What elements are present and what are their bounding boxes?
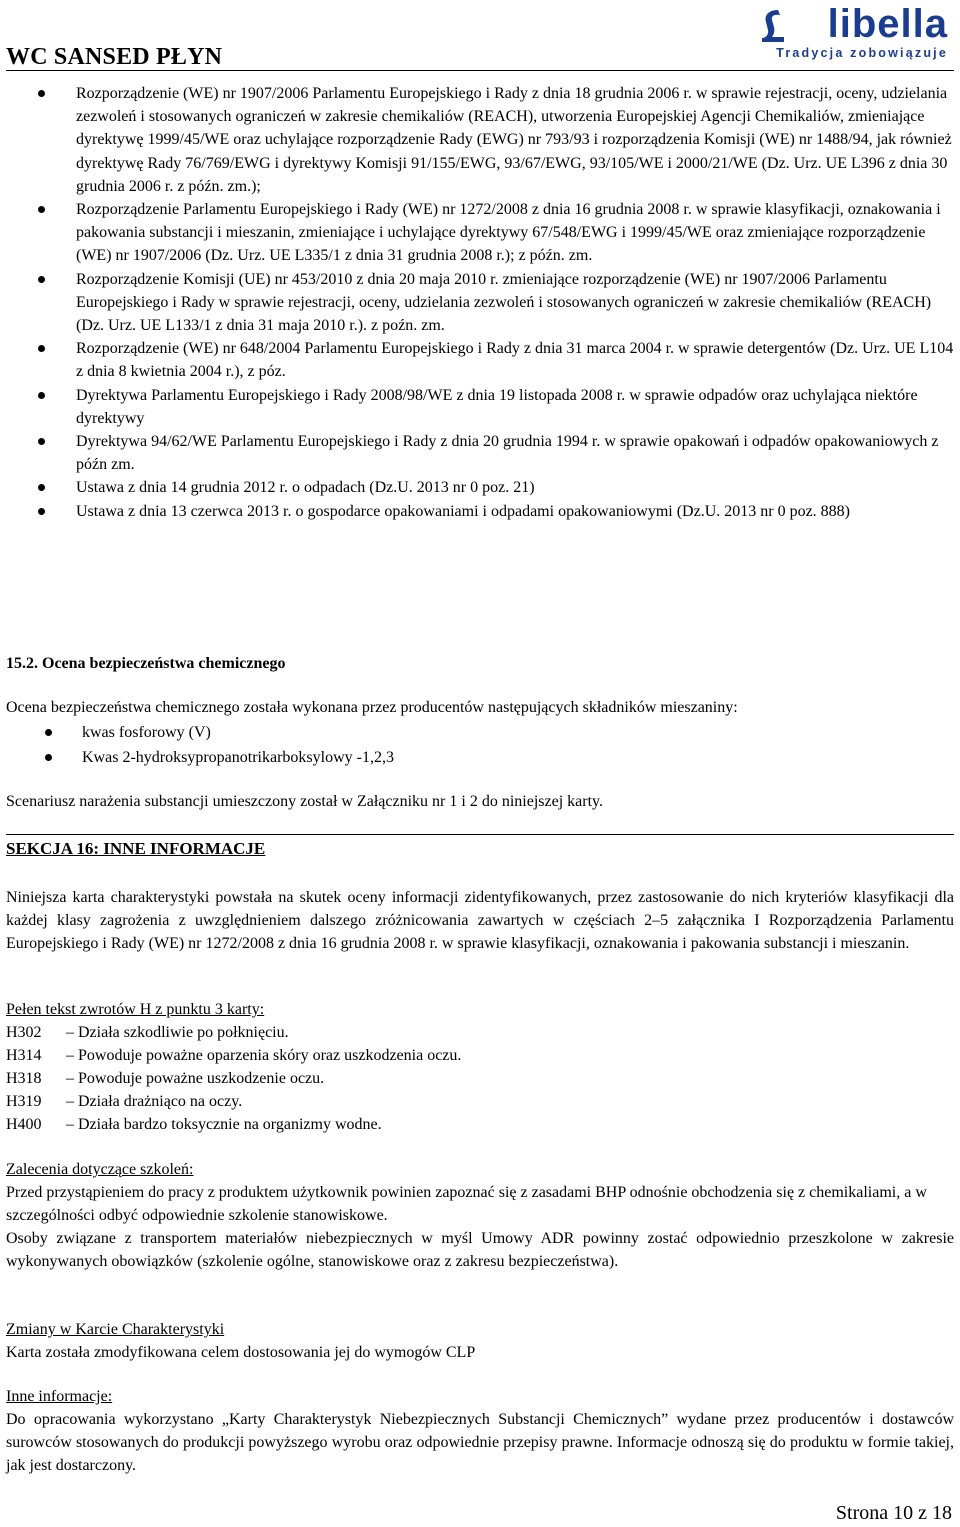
table-row: [6, 1021, 461, 1044]
h-text: – Powoduje poważne oparzenia skóry oraz uszkodzenia oczu.: [66, 1047, 462, 1064]
table-row: [6, 1067, 461, 1090]
page-number: Strona 10 z 18: [835, 1502, 952, 1524]
list-item: Ustawa z dnia 13 czerwca 2013 r. o gospodarce opakowaniami i odpadami opakowaniowymi (Dz.U. 2013 nr 0 poz. 888): [0, 500, 960, 523]
training-text-1: Przed przystąpieniem do pracy z produktem użytkownik powinien zapoznać się z zasadami BHP odnośnie obchodzenia się z chemikaliami, a w szczególności odbyć odpowiednie szkolenie stanowiskowe.: [6, 1184, 927, 1224]
list-item: Rozporządzenie Komisji (UE) nr 453/2010 z dnia 20 maja 2010 r. zmieniające rozporządzenie (WE) nr 1907/2006 Parlamentu Europejskiego i Rady w sprawie rejestracji, oceny, udzielania zezwoleń i stosowanych ograniczeń w zakresie chemikaliów (REACH) (Dz. Urz. UE L133/1 z dnia 31 maja 2010 r.). z poźn. zm.: [0, 268, 960, 338]
h-code: H319: [6, 1093, 42, 1110]
list-item: Kwas 2-hydroksypropanotrikarboksylowy -1,2,3: [0, 745, 394, 770]
h-phrases-title: Pełen tekst zwrotów H z punktu 3 karty:: [6, 1001, 265, 1018]
h-code: H400: [6, 1116, 42, 1133]
h-text: – Działa drażniąco na oczy.: [66, 1093, 243, 1110]
list-item: Dyrektywa 94/62/WE Parlamentu Europejskiego i Rady z dnia 20 grudnia 1994 r. w sprawie opakowań i odpadów opakowaniowych z późn zm.: [0, 430, 960, 476]
section-15-2-heading: 15.2. Ocena bezpieczeństwa chemicznego: [6, 655, 286, 672]
h-code: H318: [6, 1070, 42, 1087]
list-item: Dyrektywa Parlamentu Europejskiego i Rady 2008/98/WE z dnia 19 listopada 2008 r. w sprawie odpadów oraz uchylająca niektóre dyrektywy: [0, 384, 960, 430]
h-code: H314: [6, 1047, 42, 1064]
h-text: – Działa bardzo toksycznie na organizmy wodne.: [66, 1116, 382, 1133]
exposure-scenario-note: Scenariusz narażenia substancji umieszczony został w Załączniku nr 1 i 2 do niniejszej karty.: [6, 793, 603, 810]
table-row: [6, 1090, 461, 1113]
changes-title: Zmiany w Karcie Charakterystyki: [6, 1321, 225, 1338]
section-divider: [6, 834, 954, 835]
list-item: kwas fosforowy (V): [0, 720, 394, 745]
list-item: Ustawa z dnia 14 grudnia 2012 r. o odpadach (Dz.U. 2013 nr 0 poz. 21): [0, 476, 960, 499]
training-title: Zalecenia dotyczące szkoleń:: [6, 1161, 194, 1178]
other-info-text: Do opracowania wykorzystano „Karty Charakterystyk Niebezpiecznych Substancji Chemicznych” wydane przez producentów i dostawców surowców stosowanych do produkcji powyższego wyrobu oraz odpowiednie przepisy prawne. Informacje odnoszą się do produktu w formie takiej, jak jest dostarczony.: [6, 1411, 954, 1474]
logo-tagline: Tradycja zobowiązuje: [776, 46, 948, 60]
libella-logo: [758, 4, 948, 62]
list-item: Rozporządzenie (WE) nr 648/2004 Parlamentu Europejskiego i Rady z dnia 31 marca 2004 r. w sprawie detergentów (Dz. Urz. UE L104 z dnia 8 kwietnia 2004 r.), z póz.: [0, 337, 960, 383]
regulations-list: [0, 82, 960, 523]
list-item: Rozporządzenie Parlamentu Europejskiego i Rady (WE) nr 1272/2008 z dnia 16 grudnia 2008 r. w sprawie klasyfikacji, oznakowania i pakowania substancji i mieszanin, zmieniające i uchylające dyrektywy 67/548/EWG i 1999/45/WE oraz zmieniające rozporządzenie (WE) nr 1907/2006 (Dz. Urz. UE L335/1 z dnia 31 grudnia 2008 r.); z późn. zm.: [0, 198, 960, 268]
document-title: WC SANSED PŁYN: [6, 44, 223, 70]
substances-list: [0, 720, 394, 770]
logo-name: libella: [827, 2, 948, 46]
training-text-2: Osoby związane z transportem materiałów niebezpiecznych w myśl Umowy ADR powinny zostać odpowiednio przeszkolone w zakresie wykonywanych obowiązków (szkolenie ogólne, stanowiskowe oraz z zakresu bezpieczeństwa).: [6, 1230, 954, 1270]
h-text: – Powoduje poważne uszkodzenie oczu.: [66, 1070, 325, 1087]
h-text: – Działa szkodliwie po połknięciu.: [66, 1024, 289, 1041]
header-divider: [6, 70, 954, 71]
libella-mark-icon: [758, 8, 788, 44]
h-phrases-table: [6, 1021, 461, 1136]
list-item: Rozporządzenie (WE) nr 1907/2006 Parlamentu Europejskiego i Rady z dnia 18 grudnia 2006 r. w sprawie rejestracji, oceny, udzielania zezwoleń i stosowanych ograniczeń w zakresie chemikaliów (REACH), utworzenia Europejskiej Agencji Chemikaliów, zmieniające dyrektywę 1999/45/WE oraz uchylające rozporządzenie Rady (EWG) nr 793/93 i rozporządzenia Komisji (WE) nr 1488/94, jak również dyrektywę Rady 76/769/EWG i dyrektywy Komisji 91/155/EWG, 93/67/EWG, 93/105/WE i 2000/21/WE (Dz. Urz. UE L396 z dnia 30 grudnia 2006 r. z późn. zm.);: [0, 82, 960, 198]
h-code: H302: [6, 1024, 42, 1041]
table-row: [6, 1044, 461, 1067]
section-15-2-intro: Ocena bezpieczeństwa chemicznego została wykonana przez producentów następujących składników mieszaniny:: [6, 699, 738, 716]
section-16-heading: SEKCJA 16: INNE INFORMACJE: [6, 839, 266, 858]
changes-text: Karta została zmodyfikowana celem dostosowania jej do wymogów CLP: [6, 1344, 476, 1361]
other-info-title: Inne informacje:: [6, 1388, 113, 1405]
section-16-intro: Niniejsza karta charakterystyki powstała na skutek oceny informacji zidentyfikowanych, przez zastosowanie do nich kryteriów klasyfikacji dla każdej klasy zagrożenia z uwzględnieniem dalszego zróżnicowania zawartych w częściach 2–5 załącznika I Rozporządzenia Parlamentu Europejskiego i Rady (WE) nr 1272/2008 z dnia 16 grudnia 2008 r. w sprawie klasyfikacji, oznakowania i pakowania substancji i mieszanin.: [6, 889, 954, 952]
table-row: [6, 1113, 461, 1136]
